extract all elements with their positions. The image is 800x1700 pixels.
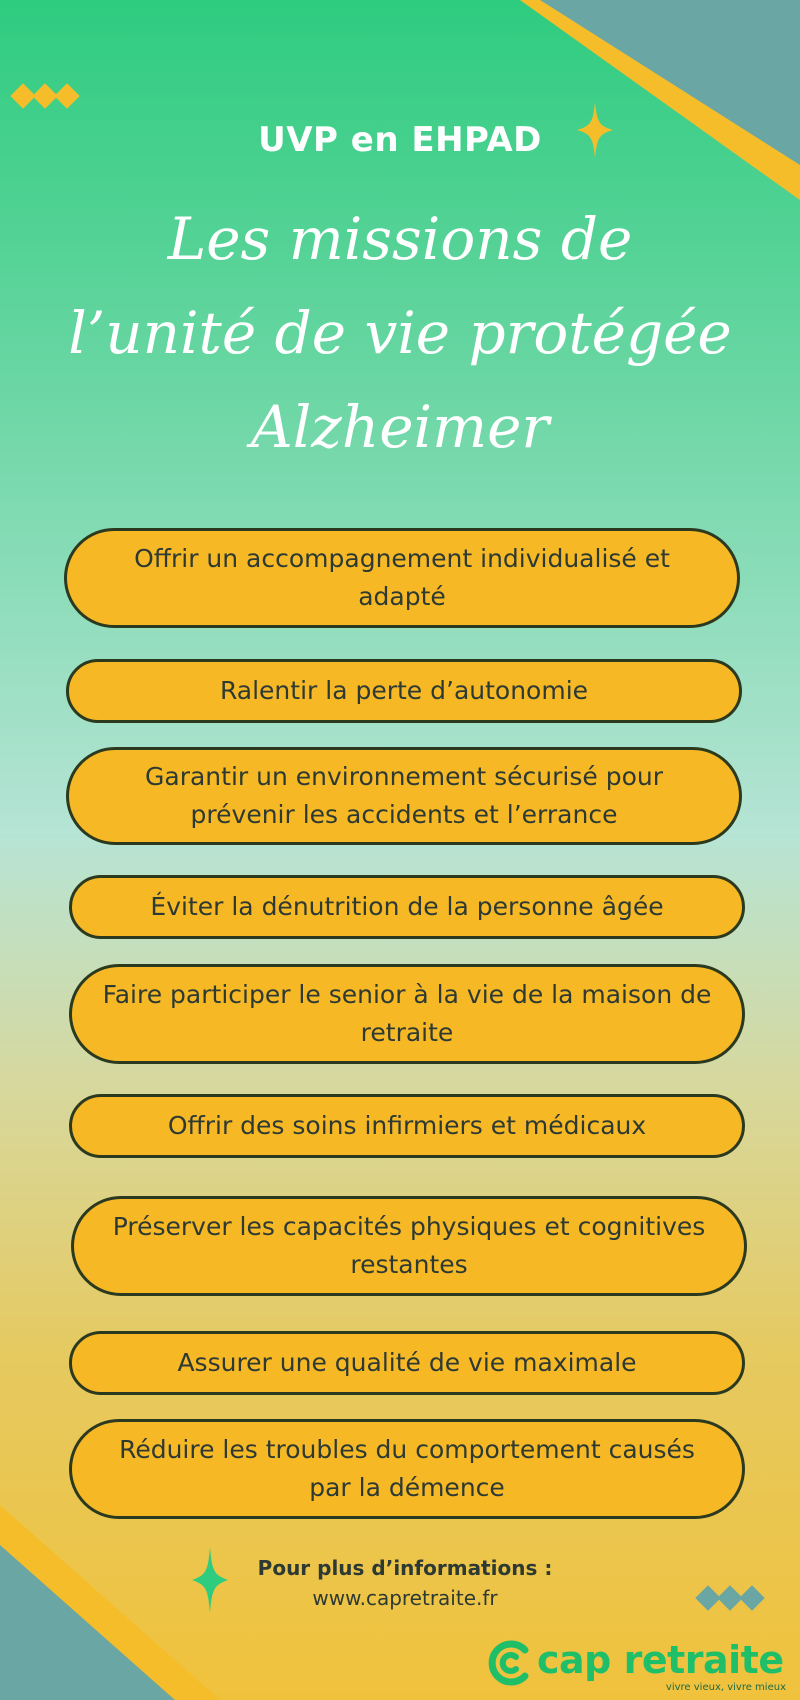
bottom-left-corner-decoration	[0, 1505, 220, 1700]
title-line: Les missions de	[167, 205, 633, 273]
mission-item: Éviter la dénutrition de la personne âgée	[69, 875, 745, 939]
mission-item: Garantir un environnement sécurisé pour prévenir les accidents et l’errance	[66, 747, 742, 845]
logo-brand-text: cap retraite	[537, 1638, 784, 1682]
logo-mark-icon	[485, 1640, 533, 1686]
mission-item: Offrir un accompagnement individualisé et adapté	[64, 528, 740, 628]
footer-info	[250, 1553, 560, 1613]
top-right-corner-decoration	[500, 0, 800, 210]
page-title	[40, 192, 760, 474]
mission-item: Faire participer le senior à la vie de la maison de retraite	[69, 964, 745, 1064]
title-line: l’unité de vie protégée	[68, 299, 732, 367]
subtitle: UVP en EHPAD	[258, 120, 542, 160]
diamonds-decoration-top-left	[14, 87, 76, 105]
mission-item: Assurer une qualité de vie maximale	[69, 1331, 745, 1395]
website-link[interactable]: www.capretraite.fr	[312, 1586, 498, 1610]
mission-item: Préserver les capacités physiques et cognitives restantes	[71, 1196, 747, 1296]
mission-item: Offrir des soins infirmiers et médicaux	[69, 1094, 745, 1158]
diamonds-decoration-bottom-right	[699, 1589, 761, 1607]
mission-item: Réduire les troubles du comportement causés par la démence	[69, 1419, 745, 1519]
mission-item: Ralentir la perte d’autonomie	[66, 659, 742, 723]
title-line: Alzheimer	[250, 393, 550, 461]
cap-retraite-logo	[485, 1638, 790, 1696]
logo-tagline: vivre vieux, vivre mieux	[665, 1682, 786, 1693]
info-label: Pour plus d’informations :	[257, 1556, 553, 1580]
sparkle-icon	[190, 1545, 230, 1615]
